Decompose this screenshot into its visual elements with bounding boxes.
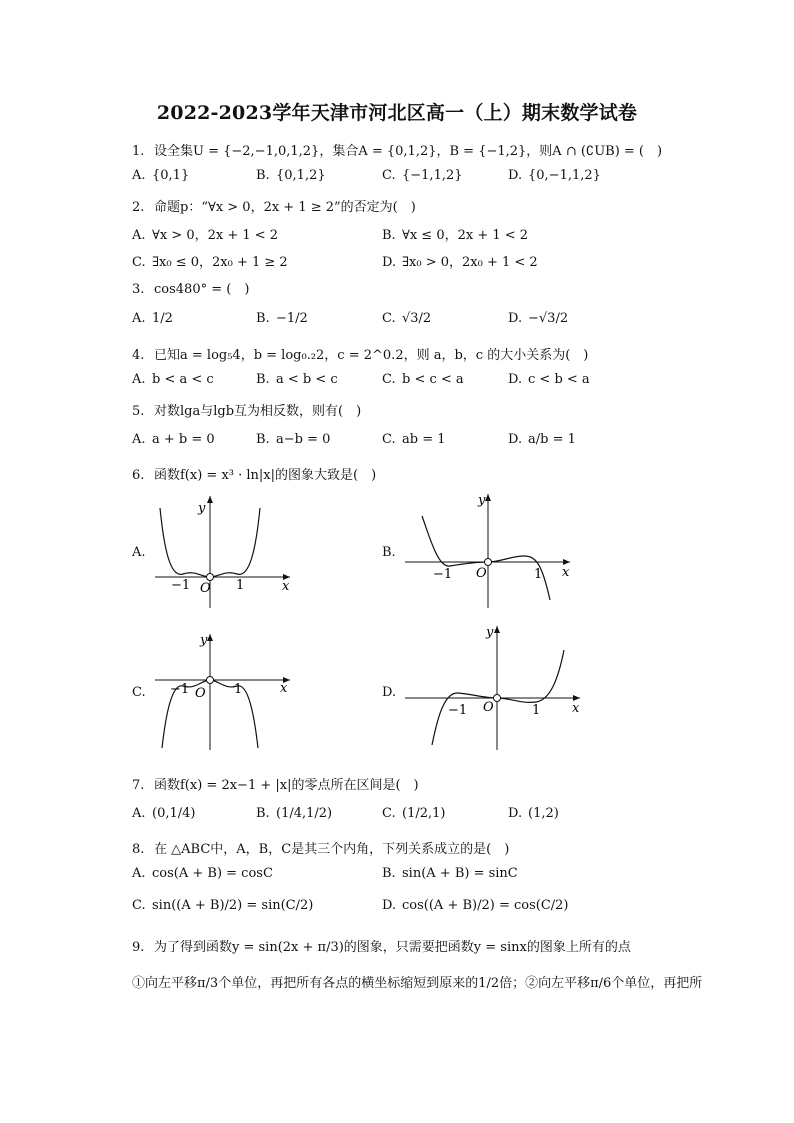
q9-continuation: ①向左平移π/3个单位，再把所有各点的横坐标缩短到原来的1/2倍；②向左平移π/6个单位，再把所 bbox=[132, 976, 703, 991]
q1-option-b[interactable]: B. {0,1,2} bbox=[256, 168, 326, 183]
question-9: 9. 为了得到函数y = sin(2x + π/3)的图象，只需要把函数y = sinx的图象上所有的点 bbox=[132, 940, 631, 955]
y-axis-label: y bbox=[200, 633, 208, 648]
q5-option-a[interactable]: A. a + b = 0 bbox=[132, 432, 215, 447]
q4-option-d[interactable]: D. c < b < a bbox=[508, 372, 590, 387]
q1-option-c[interactable]: C. {−1,1,2} bbox=[382, 168, 463, 183]
tick-one: 1 bbox=[532, 703, 541, 718]
q1-option-a[interactable]: A. {0,1} bbox=[132, 168, 190, 183]
q7-option-a[interactable]: A. (0,1/4) bbox=[132, 806, 196, 821]
tick-one: 1 bbox=[234, 682, 243, 697]
q6-option-d-label[interactable]: D. bbox=[382, 685, 397, 700]
tick-one: 1 bbox=[534, 567, 543, 582]
q8-option-c[interactable]: C. sin((A + B)/2) = sin(C/2) bbox=[132, 898, 314, 913]
exam-title: 2022-2023学年天津市河北区高一（上）期末数学试卷 bbox=[156, 102, 638, 124]
question-2: 2. 命题p：“∀x > 0，2x + 1 ≥ 2”的否定为( ) bbox=[132, 200, 416, 215]
x-axis-label: x bbox=[280, 681, 288, 696]
q3-option-c[interactable]: C. √3/2 bbox=[382, 311, 432, 326]
y-axis-label: y bbox=[198, 501, 206, 516]
question-7: 7. 函数f(x) = 2x−1 + |x|的零点所在区间是( ) bbox=[132, 778, 419, 793]
q8-option-b[interactable]: B. sin(A + B) = sinC bbox=[382, 866, 518, 881]
q6-option-c-label[interactable]: C. bbox=[132, 685, 146, 700]
q5-option-d[interactable]: D. a/b = 1 bbox=[508, 432, 576, 447]
origin-label: O bbox=[195, 686, 206, 701]
tick-minus-one: −1 bbox=[171, 578, 191, 593]
q2-option-a[interactable]: A. ∀x > 0，2x + 1 < 2 bbox=[132, 228, 279, 243]
question-1: 1. 设全集U = {−2,−1,0,1,2}，集合A = {0,1,2}，B = {−1,2}，则A ∩ (∁UB) = ( ) bbox=[132, 144, 663, 159]
q6-option-a-label[interactable]: A. bbox=[132, 545, 146, 560]
question-3: 3. cos480° = ( ) bbox=[132, 282, 250, 297]
q2-option-d[interactable]: D. ∃x₀ > 0，2x₀ + 1 < 2 bbox=[382, 255, 538, 270]
tick-minus-one: −1 bbox=[170, 682, 190, 697]
q2-option-b[interactable]: B. ∀x ≤ 0，2x + 1 < 2 bbox=[382, 228, 529, 243]
y-axis-label: y bbox=[478, 493, 486, 508]
origin-label: O bbox=[476, 566, 487, 581]
q6-option-b-label[interactable]: B. bbox=[382, 545, 396, 560]
q7-option-c[interactable]: C. (1/2,1) bbox=[382, 806, 446, 821]
x-axis-label: x bbox=[562, 565, 570, 580]
x-axis-label: x bbox=[282, 579, 290, 594]
question-5: 5. 对数lga与lgb互为相反数，则有( ) bbox=[132, 404, 362, 419]
q4-option-c[interactable]: C. b < c < a bbox=[382, 372, 464, 387]
q8-option-d[interactable]: D. cos((A + B)/2) = cos(C/2) bbox=[382, 898, 569, 913]
q6-graph-a[interactable] bbox=[150, 488, 300, 613]
q3-option-a[interactable]: A. 1/2 bbox=[132, 311, 173, 326]
origin-label: O bbox=[483, 700, 494, 715]
q1-option-d[interactable]: D. {0,−1,1,2} bbox=[508, 168, 601, 183]
q3-option-b[interactable]: B. −1/2 bbox=[256, 311, 308, 326]
q3-option-d[interactable]: D. −√3/2 bbox=[508, 311, 569, 326]
q6-graph-d[interactable] bbox=[400, 620, 590, 755]
q8-option-a[interactable]: A. cos(A + B) = cosC bbox=[132, 866, 273, 881]
tick-minus-one: −1 bbox=[448, 703, 468, 718]
q4-option-b[interactable]: B. a < b < c bbox=[256, 372, 338, 387]
q6-graph-c[interactable] bbox=[150, 628, 300, 753]
q5-option-b[interactable]: B. a−b = 0 bbox=[256, 432, 331, 447]
q6-graph-b[interactable] bbox=[400, 488, 580, 613]
question-8: 8. 在 △ABC中，A，B，C是其三个内角，下列关系成立的是( ) bbox=[132, 842, 510, 857]
q2-option-c[interactable]: C. ∃x₀ ≤ 0，2x₀ + 1 ≥ 2 bbox=[132, 255, 288, 270]
question-4: 4. 已知a = log₅4，b = log₀.₂2，c = 2^0.2，则 a，b，c 的大小关系为( ) bbox=[132, 348, 589, 363]
q7-option-b[interactable]: B. (1/4,1/2) bbox=[256, 806, 333, 821]
y-axis-label: y bbox=[486, 625, 494, 640]
q7-option-d[interactable]: D. (1,2) bbox=[508, 806, 559, 821]
tick-one: 1 bbox=[236, 578, 245, 593]
q5-option-c[interactable]: C. ab = 1 bbox=[382, 432, 446, 447]
q4-option-a[interactable]: A. b < a < c bbox=[132, 372, 214, 387]
origin-label: O bbox=[200, 581, 211, 596]
question-6: 6. 函数f(x) = x³ · ln|x|的图象大致是( ) bbox=[132, 468, 377, 483]
tick-minus-one: −1 bbox=[433, 567, 453, 582]
x-axis-label: x bbox=[572, 701, 580, 716]
